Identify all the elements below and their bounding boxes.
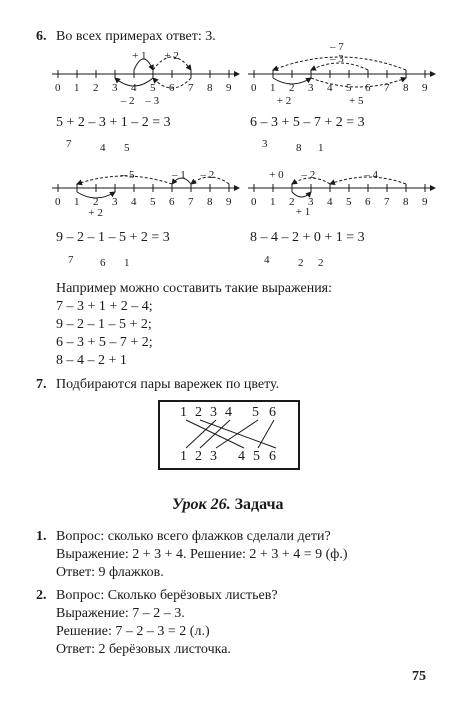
task-2-line-2: Выражение: 7 – 2 – 3. — [56, 606, 185, 621]
axis-label-8: 8 — [403, 196, 409, 208]
axis-label-1: 1 — [74, 196, 80, 208]
bottom-row-1: 1 — [180, 449, 187, 464]
exercise-7-text: Подбираются пары варежек по цвету. — [56, 377, 280, 392]
axis-label-3: 3 — [308, 196, 314, 208]
diagram-2-under-1: 3 — [262, 138, 268, 150]
axis-label-0: 0 — [55, 196, 61, 208]
step-label: – 2 — [200, 169, 215, 181]
top-row-4: 4 — [225, 405, 232, 420]
step-label: – 7 — [330, 41, 344, 53]
diagram-4-under-1: 4 — [264, 254, 270, 266]
diagram-1-under-3: 5 — [124, 142, 130, 154]
step-label: – 5 — [120, 169, 135, 181]
diagram-4-expression: 8 – 4 – 2 + 0 + 1 = 3 — [250, 230, 365, 245]
exercise-6-number: 6. — [36, 29, 47, 44]
step-label: – 3 — [145, 95, 160, 107]
example-2: 9 – 2 – 1 – 5 + 2; — [56, 317, 152, 332]
task-1-line-3: Ответ: 9 флажков. — [56, 565, 164, 580]
axis-label-7: 7 — [384, 82, 390, 94]
diagram-2-under-2: 8 — [296, 142, 302, 154]
task-2-line-4: Ответ: 2 берёзовых листочка. — [56, 642, 231, 657]
axis-label-7: 7 — [384, 196, 390, 208]
axis-label-3: 3 — [112, 196, 118, 208]
axis-label-9: 9 — [422, 196, 428, 208]
exercise-6-heading: Во всех примерах ответ: 3. — [56, 29, 216, 44]
top-row-2: 2 — [195, 405, 202, 420]
axis-label-8: 8 — [207, 82, 213, 94]
axis-label-1: 1 — [270, 82, 276, 94]
step-label: + 1 — [132, 50, 147, 62]
axis-label-4: 4 — [327, 82, 333, 94]
task-1-line-2: Выражение: 2 + 3 + 4. Решение: 2 + 3 + 4 = 9 (ф.) — [56, 547, 348, 562]
diagram-3-expression: 9 – 2 – 1 – 5 + 2 = 3 — [56, 230, 170, 245]
bottom-row-3: 3 — [210, 449, 217, 464]
axis-label-6: 6 — [365, 82, 371, 94]
example-3: 6 – 3 + 5 – 7 + 2; — [56, 335, 153, 350]
diagram-1-under-1: 7 — [66, 138, 72, 150]
step-label: + 0 — [269, 169, 284, 181]
mittens-pairs-figure — [158, 400, 300, 470]
diagram-1-under-2: 4 — [100, 142, 106, 154]
diagram-2-under-3: 1 — [318, 142, 324, 154]
top-row-5: 5 — [252, 405, 259, 420]
top-row-3: 3 — [210, 405, 217, 420]
axis-label-7: 7 — [188, 82, 194, 94]
example-4: 8 – 4 – 2 + 1 — [56, 353, 127, 368]
axis-label-2: 2 — [93, 196, 99, 208]
page-number: 75 — [412, 669, 426, 684]
axis-label-5: 5 — [150, 82, 156, 94]
axis-label-2: 2 — [289, 196, 295, 208]
step-label: – 2 — [301, 169, 316, 181]
axis-label-1: 1 — [74, 82, 80, 94]
axis-label-9: 9 — [226, 82, 232, 94]
diagram-4-under-3: 2 — [318, 257, 324, 269]
axis-label-2: 2 — [93, 82, 99, 94]
step-label: – 3 — [330, 53, 344, 65]
axis-label-5: 5 — [150, 196, 156, 208]
diagram-2-expression: 6 – 3 + 5 – 7 + 2 = 3 — [250, 115, 365, 130]
axis-label-4: 4 — [131, 82, 137, 94]
axis-label-7: 7 — [188, 196, 194, 208]
step-label: + 5 — [349, 95, 364, 107]
axis-label-9: 9 — [226, 196, 232, 208]
bottom-row-2: 2 — [195, 449, 202, 464]
step-label: + 2 — [88, 207, 103, 219]
top-row-6: 6 — [269, 405, 276, 420]
diagram-4-under-2: 2 — [298, 257, 304, 269]
axis-label-5: 5 — [346, 196, 352, 208]
bottom-row-6: 6 — [269, 449, 276, 464]
axis-label-4: 4 — [131, 196, 137, 208]
top-row-1: 1 — [180, 405, 187, 420]
example-1: 7 – 3 + 1 + 2 – 4; — [56, 299, 153, 314]
bottom-row-4: 4 — [238, 449, 245, 464]
diagram-1-expression: 5 + 2 – 3 + 1 – 2 = 3 — [56, 115, 171, 130]
task-1-number: 1. — [36, 529, 47, 544]
step-label: + 2 — [164, 50, 179, 62]
step-label: + 1 — [295, 206, 311, 218]
diagram-3-under-3: 1 — [124, 257, 130, 269]
step-label: – 2 — [120, 95, 135, 107]
task-1-line-1: Вопрос: сколько всего флажков сделали дети? — [56, 529, 331, 544]
examples-intro: Например можно составить такие выражения: — [56, 281, 333, 296]
axis-label-9: 9 — [422, 82, 428, 94]
lesson-label: Урок 26. — [172, 496, 231, 513]
axis-label-8: 8 — [207, 196, 213, 208]
step-label: – 1 — [172, 169, 186, 181]
axis-label-0: 0 — [251, 82, 257, 94]
diagram-3-under-1: 7 — [68, 254, 74, 266]
task-2-number: 2. — [36, 588, 47, 603]
axis-label-8: 8 — [403, 82, 409, 94]
axis-label-3: 3 — [112, 82, 118, 94]
axis-label-1: 1 — [270, 196, 276, 208]
axis-label-6: 6 — [169, 196, 175, 208]
axis-label-6: 6 — [365, 196, 371, 208]
exercise-7-number: 7. — [36, 377, 47, 392]
axis-label-6: 6 — [169, 82, 175, 94]
step-label: – 4 — [364, 169, 378, 181]
axis-label-0: 0 — [251, 196, 257, 208]
bottom-row-5: 5 — [253, 449, 260, 464]
step-label: + 2 — [276, 95, 292, 107]
task-2-line-1: Вопрос: Сколько берёзовых листьев? — [56, 588, 278, 603]
diagram-3-under-2: 6 — [100, 257, 106, 269]
axis-label-2: 2 — [289, 82, 295, 94]
axis-label-4: 4 — [327, 196, 333, 208]
axis-label-5: 5 — [346, 82, 352, 94]
lesson-title: Задача — [234, 496, 284, 513]
axis-label-3: 3 — [308, 82, 314, 94]
lesson-heading — [172, 496, 284, 514]
task-2-line-3: Решение: 7 – 2 – 3 = 2 (л.) — [56, 624, 210, 639]
axis-label-0: 0 — [55, 82, 61, 94]
